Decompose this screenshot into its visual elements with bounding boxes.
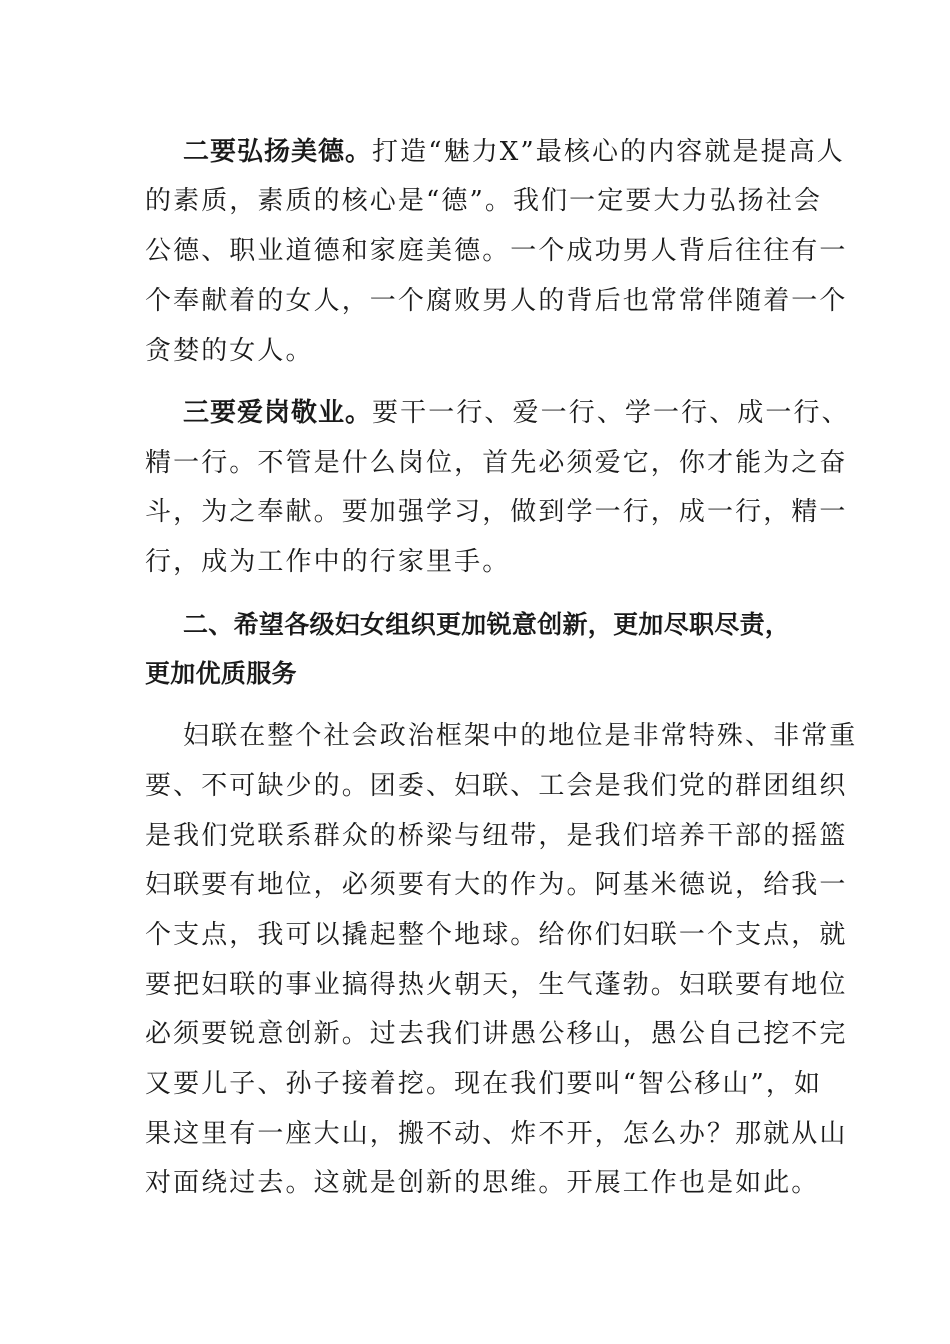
paragraph-line: 要、不可缺少的。团委、妇联、工会是我们党的群团组织 (145, 771, 848, 801)
paragraph-line: 斗，为之奉献。要加强学习，做到学一行，成一行，精一 (145, 497, 848, 527)
paragraph-line: 的素质，素质的核心是“德”。我们一定要大力弘扬社会 (145, 186, 823, 216)
paragraph-text: 打造“魅力X”最核心的内容就是提高人 (372, 137, 845, 167)
paragraph-line: 要把妇联的事业搞得热火朝天，生气蓬勃。妇联要有地位 (145, 970, 848, 1000)
paragraph-line: 行，成为工作中的行家里手。 (145, 547, 511, 577)
paragraph-line: 是我们党联系群众的桥梁与纽带，是我们培养干部的摇篮 (145, 821, 848, 851)
section-heading: 二、希望各级妇女组织更加锐意创新，更加尽职尽责， (183, 610, 791, 639)
paragraph-line (183, 395, 850, 431)
paragraph-line: 妇联要有地位，必须要有大的作为。阿基米德说，给我一 (145, 870, 848, 900)
paragraph-line (183, 134, 845, 170)
paragraph-line: 又要儿子、孙子接着挖。现在我们要叫“智公移山”，如 (145, 1069, 823, 1099)
paragraph-line: 果这里有一座大山，搬不动、炸不开，怎么办？那就从山 (145, 1119, 848, 1149)
paragraph-text: 要干一行、爱一行、学一行、成一行、 (372, 398, 850, 428)
paragraph-line: 必须要锐意创新。过去我们讲愚公移山，愚公自己挖不完 (145, 1019, 848, 1049)
section-heading: 更加优质服务 (145, 659, 297, 688)
paragraph-lead: 三要爱岗敬业。 (183, 398, 373, 428)
paragraph-line: 妇联在整个社会政治框架中的地位是非常特殊、非常重 (183, 721, 858, 751)
paragraph-line: 贪婪的女人。 (145, 336, 314, 366)
paragraph-line: 公德、职业道德和家庭美德。一个成功男人背后往往有一 (145, 236, 848, 266)
paragraph-line: 个奉献着的女人，一个腐败男人的背后也常常伴随着一个 (145, 286, 848, 316)
paragraph-line: 精一行。不管是什么岗位，首先必须爱它，你才能为之奋 (145, 448, 848, 478)
paragraph-lead: 二要弘扬美德。 (183, 137, 373, 167)
paragraph-line: 个支点，我可以撬起整个地球。给你们妇联一个支点，就 (145, 920, 848, 950)
paragraph-line: 对面绕过去。这就是创新的思维。开展工作也是如此。 (145, 1168, 820, 1198)
